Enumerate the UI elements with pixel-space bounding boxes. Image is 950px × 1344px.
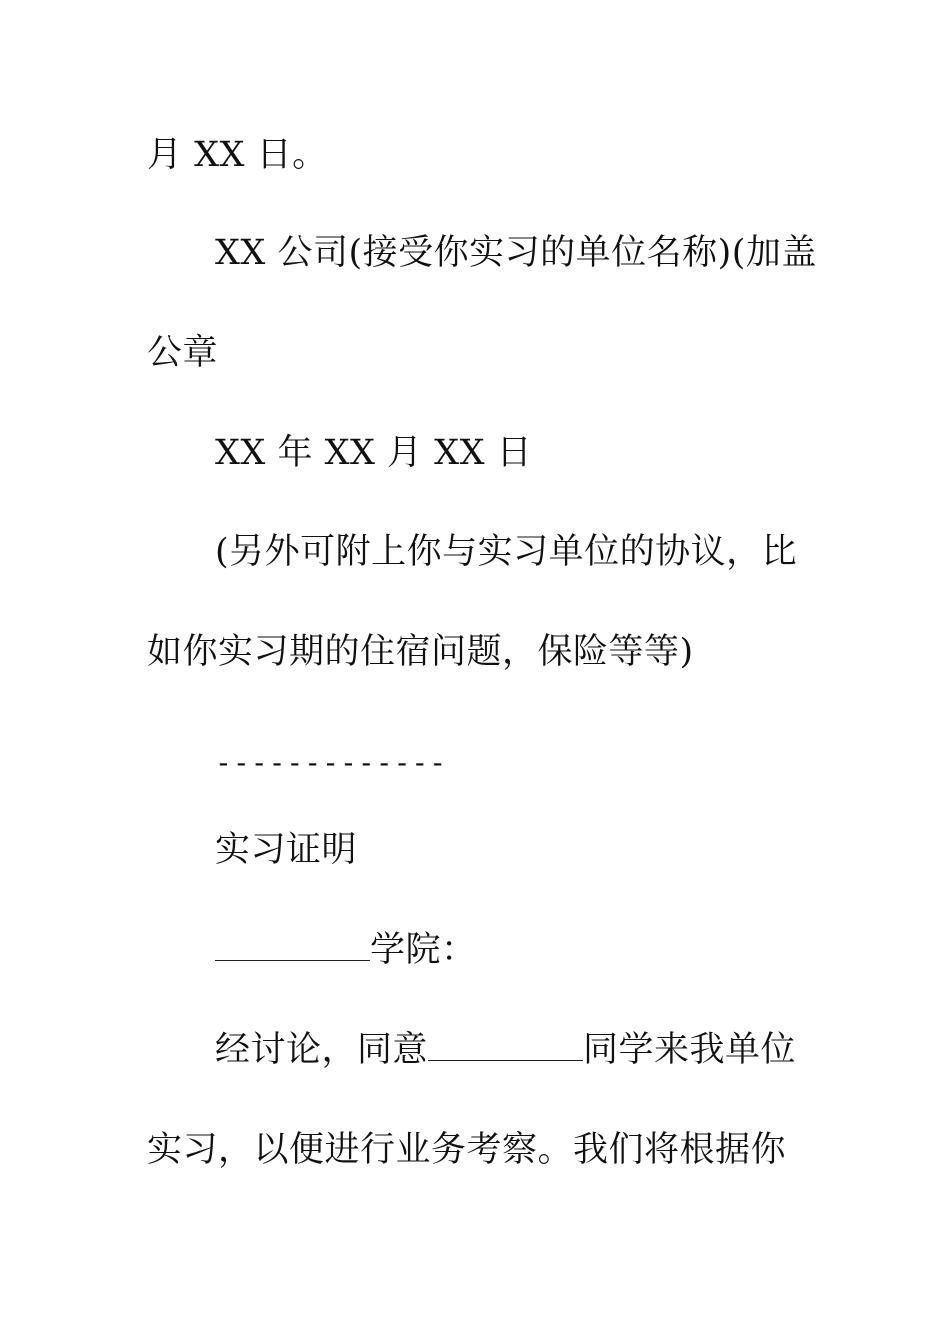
text-line-date: XX 年 XX 月 XX 日 (215, 433, 533, 473)
body-line-2: 实习，以便进行业务考察。我们将根据你 (147, 1130, 787, 1170)
body-prefix: 经讨论，同意 (215, 1030, 429, 1070)
text-line-note-1: (另外可附上你与实习单位的协议，比 (215, 532, 798, 572)
text-line-company: XX 公司(接受你实习的单位名称)(加盖 (215, 233, 817, 273)
college-blank (215, 932, 370, 961)
addressee-line (215, 930, 477, 970)
student-name-blank (428, 1032, 583, 1061)
addressee-suffix: 学院： (370, 930, 477, 970)
text-line-date-end: 月 XX 日。 (147, 135, 328, 175)
text-line-note-2: 如你实习期的住宿问题，保险等等) (147, 632, 694, 672)
body-suffix: 同学来我单位 (583, 1030, 797, 1070)
document-title: 实习证明 (215, 830, 358, 870)
body-line-1 (215, 1030, 796, 1070)
text-line-seal: 公章 (147, 333, 219, 373)
dashed-separator: ------------- (215, 746, 448, 779)
